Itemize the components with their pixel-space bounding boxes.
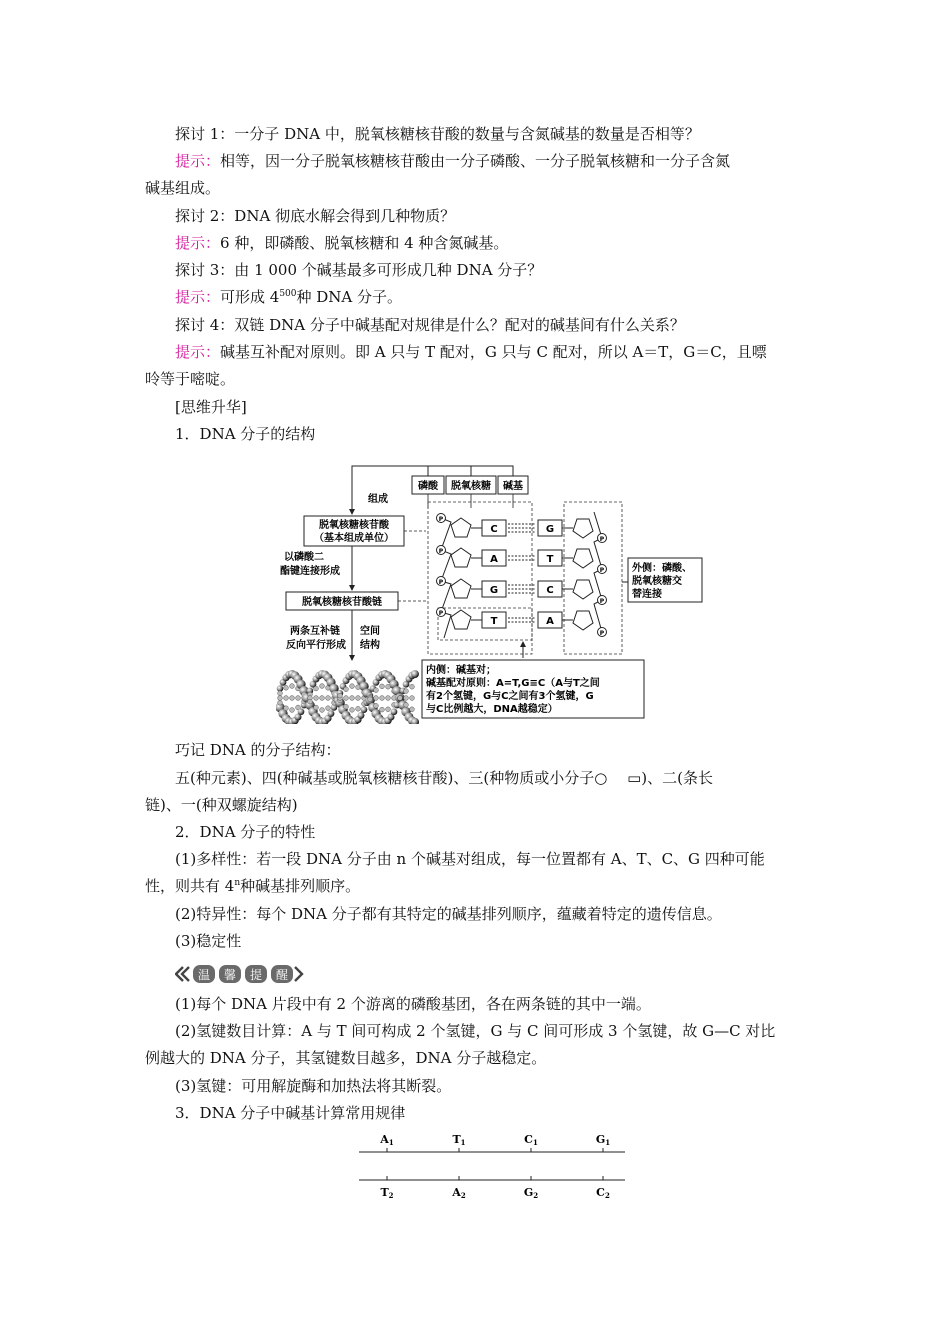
- warm-reminder-tags: [193, 965, 293, 983]
- inner-side-line-3: 有2个氢键，G与C之间有3个氢键，G: [426, 691, 594, 702]
- strand-labels: [379, 1133, 610, 1200]
- spatial-label-2: 结构: [360, 640, 380, 651]
- phosphate-symbol: P: [438, 516, 444, 523]
- compose-label: 组成: [368, 494, 388, 505]
- reminder-2-line-2: 例越大的 DNA 分子，其氢键数目越多，DNA 分子越稳定。: [145, 1049, 547, 1067]
- tip-label: 提示：: [175, 288, 221, 306]
- dna-structure-diagram: [276, 462, 706, 724]
- discussion-1-answer: [175, 148, 730, 174]
- strand-2-base-1: T2: [380, 1186, 394, 1200]
- exponent: 500: [279, 289, 297, 299]
- answer-text: 可形成 4: [220, 288, 280, 306]
- answer-text: 相等，因一分子脱氧核糖核苷酸由一分子磷酸、一分子脱氧核糖和一分子含氮: [220, 152, 731, 170]
- warm-char-2: 馨: [223, 968, 237, 982]
- warm-reminder-banner: [175, 963, 305, 985]
- phosphate-symbol: P: [438, 610, 444, 617]
- stability: (3)稳定性: [175, 932, 242, 950]
- strand-2-base-4: C2: [596, 1186, 610, 1200]
- phosphate-symbol: P: [599, 598, 605, 605]
- discussion-2-question: 探讨 2：DNA 彻底水解会得到几种物质？: [175, 207, 456, 225]
- discussion-1-question: 探讨 1：一分子 DNA 中，脱氧核糖核苷酸的数量与含氮碱基的数量是否相等？: [175, 125, 700, 143]
- heading-calculation: 3．DNA 分子中碱基计算常用规律: [175, 1104, 406, 1122]
- heading-structure: 1．DNA 分子的结构: [175, 425, 316, 443]
- base-pairs: [482, 520, 562, 628]
- specificity: (2)特异性：每个 DNA 分子都有其特定的碱基排列顺序，蕴藏着特定的遗传信息。: [175, 905, 722, 923]
- outer-side-line-3: 替连接: [632, 589, 662, 600]
- strand-1-base-2: T1: [452, 1133, 466, 1147]
- component-labels: [352, 466, 528, 514]
- reminder-1: (1)每个 DNA 片段中有 2 个游离的磷酸基团，各在两条链的其中一端。: [175, 995, 651, 1013]
- reminder-2-line-1: (2)氢键数目计算：A 与 T 间可构成 2 个氢键，G 与 C 间可形成 3 个氢键，故 G—C 对比: [175, 1022, 776, 1040]
- diversity-text: 性，则共有 4: [145, 877, 235, 895]
- deoxyribose-label: 脱氧核糖: [451, 481, 491, 492]
- strand-2-base-3: G2: [523, 1186, 539, 1200]
- answer-text: 碱基互补配对原则。即 A 只与 T 配对，G 只与 C 配对，所以 A＝T，G＝C，且嘌: [220, 343, 767, 361]
- phosphate-label: 磷酸: [418, 481, 438, 492]
- discussion-4-question: 探讨 4：双链 DNA 分子中碱基配对规律是什么？配对的碱基间有什么关系？: [175, 316, 685, 334]
- right-strand: [562, 512, 607, 637]
- nucleotide-label: 脱氧核糖核苷酸: [319, 520, 389, 531]
- diversity-text-tail: 种碱基排列顺序。: [240, 877, 361, 895]
- exponent: n: [234, 878, 241, 888]
- discussion-4-answer: [175, 339, 767, 365]
- warm-char-1: 温: [197, 968, 211, 982]
- base-left-1: C: [490, 524, 498, 535]
- reminder-3: (3)氢键：可用解旋酶和加热法将其断裂。: [175, 1077, 452, 1095]
- phosphate-symbol: P: [599, 567, 605, 574]
- inner-side-line-4: 与C比例越大，DNA越稳定）: [426, 704, 558, 715]
- phosphate-symbol: P: [438, 579, 444, 586]
- discussion-3-answer: [175, 284, 402, 310]
- outer-side-line-1: 外侧：磷酸、: [632, 563, 692, 574]
- diversity-line-2: [145, 873, 360, 899]
- diversity-line-1: (1)多样性：若一段 DNA 分子由 n 个碱基对组成，每一位置都有 A、T、C、G 四种可能: [175, 850, 765, 868]
- phosphate-symbol: P: [599, 630, 605, 637]
- inner-side-line-2: 碱基配对原则：A=T,G≡C（A与T之间: [426, 678, 600, 689]
- base-right-4: A: [546, 616, 554, 627]
- phosphate-symbol: P: [438, 548, 444, 555]
- base-strand-diagram: [355, 1130, 630, 1202]
- answer-text: 6 种，即磷酸、脱氧核糖和 4 种含氮碱基。: [220, 234, 509, 252]
- outer-side-line-2: 脱氧核糖交: [632, 576, 682, 587]
- inner-side-line-1: 内侧：碱基对；: [426, 665, 496, 676]
- base-left-3: G: [489, 585, 499, 596]
- discussion-4-answer-cont: 呤等于嘧啶。: [145, 370, 236, 388]
- heading-properties: 2．DNA 分子的特性: [175, 823, 316, 841]
- base-right-2: T: [546, 554, 554, 565]
- spatial-label-1: 空间: [360, 626, 380, 637]
- warm-char-4: 醒: [275, 968, 289, 982]
- base-left-2: A: [490, 554, 498, 565]
- chain-label: 脱氧核糖核苷酸链: [302, 597, 382, 608]
- discussion-2-answer: [175, 230, 508, 256]
- section-label: [思维升华]: [175, 398, 247, 416]
- strand-1-base-4: G1: [595, 1133, 611, 1147]
- base-label: 碱基: [503, 481, 523, 492]
- double-helix-model: [276, 670, 419, 724]
- complementary-label-2: 反向平行形成: [286, 640, 346, 651]
- mnemonic-line-1: 五(种元素)、四(种碱基或脱氧核糖核苷酸)、三(种物质或小分子○ ▭)、二(条长: [175, 769, 713, 787]
- tip-label: 提示：: [175, 234, 221, 252]
- phosphodiester-label-2: 酯键连接形成: [280, 566, 340, 577]
- phosphodiester-label-1: 以磷酸二: [284, 552, 324, 563]
- warm-char-3: 提: [249, 968, 263, 982]
- strand-2-base-2: A2: [452, 1186, 466, 1200]
- base-left-4: T: [490, 616, 498, 627]
- base-right-3: C: [546, 585, 554, 596]
- answer-text-tail: 种 DNA 分子。: [296, 288, 403, 306]
- left-strand: [437, 514, 483, 639]
- base-right-1: G: [545, 524, 555, 535]
- basic-unit-label: （基本组成单位）: [314, 533, 394, 544]
- complementary-label-1: 两条互补链: [290, 626, 340, 637]
- strand-1-base-3: C1: [524, 1133, 538, 1147]
- strand-1-base-1: A1: [380, 1133, 394, 1147]
- phosphate-symbol: P: [599, 536, 605, 543]
- tip-label: 提示：: [175, 343, 221, 361]
- mnemonic-line-2: 链)、一(种双螺旋结构): [145, 796, 298, 814]
- mnemonic-title: 巧记 DNA 的分子结构：: [175, 741, 341, 759]
- tip-label: 提示：: [175, 152, 221, 170]
- discussion-1-answer-cont: 碱基组成。: [145, 179, 221, 197]
- discussion-3-question: 探讨 3：由 1 000 个碱基最多可形成几种 DNA 分子？: [175, 261, 543, 279]
